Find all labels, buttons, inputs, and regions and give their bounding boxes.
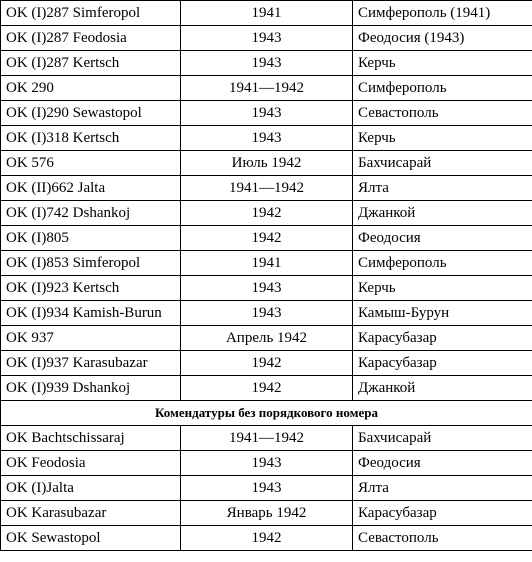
date-cell: 1943	[181, 276, 353, 301]
table-row	[1, 201, 532, 226]
date-cell: 1942	[181, 226, 353, 251]
date-cell: 1943	[181, 476, 353, 501]
table-row	[1, 351, 532, 376]
date-cell: 1941	[181, 251, 353, 276]
date-cell: 1943	[181, 126, 353, 151]
place-cell: Джанкой	[353, 376, 532, 401]
place-cell: Карасубазар	[353, 351, 532, 376]
section-heading-row	[1, 401, 532, 426]
table-row	[1, 451, 532, 476]
unit-cell: OK 937	[1, 326, 181, 351]
unit-cell: OK (I)290 Sewastopol	[1, 101, 181, 126]
unit-cell: OK Sewastopol	[1, 526, 181, 551]
place-cell: Ялта	[353, 476, 532, 501]
date-cell: 1942	[181, 201, 353, 226]
date-cell: 1941—1942	[181, 426, 353, 451]
date-cell: Апрель 1942	[181, 326, 353, 351]
place-cell: Севастополь	[353, 101, 532, 126]
date-cell: 1943	[181, 451, 353, 476]
date-cell: 1941—1942	[181, 76, 353, 101]
place-cell: Симферополь (1941)	[353, 1, 532, 26]
table-row	[1, 376, 532, 401]
table-row	[1, 276, 532, 301]
unit-cell: OK (I)287 Kertsch	[1, 51, 181, 76]
table-row	[1, 301, 532, 326]
unit-cell: OK (II)662 Jalta	[1, 176, 181, 201]
table-row	[1, 176, 532, 201]
table-row	[1, 251, 532, 276]
date-cell: Январь 1942	[181, 501, 353, 526]
place-cell: Камыш-Бурун	[353, 301, 532, 326]
table-row	[1, 151, 532, 176]
date-cell: 1942	[181, 351, 353, 376]
place-cell: Джанкой	[353, 201, 532, 226]
table-row	[1, 476, 532, 501]
date-cell: Июль 1942	[181, 151, 353, 176]
unit-cell: OK (I)287 Simferopol	[1, 1, 181, 26]
table-row	[1, 101, 532, 126]
table-row	[1, 126, 532, 151]
unit-cell: OK Feodosia	[1, 451, 181, 476]
place-cell: Карасубазар	[353, 326, 532, 351]
table-row	[1, 426, 532, 451]
unit-cell: OK Karasubazar	[1, 501, 181, 526]
unit-cell: OK (I)Jalta	[1, 476, 181, 501]
table-row	[1, 76, 532, 101]
date-cell: 1943	[181, 101, 353, 126]
table-row	[1, 51, 532, 76]
place-cell: Феодосия	[353, 226, 532, 251]
place-cell: Севастополь	[353, 526, 532, 551]
place-cell: Керчь	[353, 276, 532, 301]
table-row	[1, 26, 532, 51]
unit-cell: OK (I)853 Simferopol	[1, 251, 181, 276]
date-cell: 1942	[181, 526, 353, 551]
table-row	[1, 501, 532, 526]
date-cell: 1943	[181, 26, 353, 51]
table-body	[1, 1, 532, 551]
place-cell: Бахчисарай	[353, 151, 532, 176]
place-cell: Симферополь	[353, 76, 532, 101]
place-cell: Керчь	[353, 51, 532, 76]
unit-cell: OK (I)939 Dshankoj	[1, 376, 181, 401]
table-row	[1, 226, 532, 251]
section-heading: Комендатуры без порядкового номера	[1, 401, 532, 426]
date-cell: 1942	[181, 376, 353, 401]
unit-cell: OK 576	[1, 151, 181, 176]
unit-cell: OK Bachtschissaraj	[1, 426, 181, 451]
place-cell: Феодосия (1943)	[353, 26, 532, 51]
unit-cell: OK 290	[1, 76, 181, 101]
place-cell: Феодосия	[353, 451, 532, 476]
date-cell: 1941—1942	[181, 176, 353, 201]
unit-cell: OK (I)742 Dshankoj	[1, 201, 181, 226]
table-row	[1, 526, 532, 551]
date-cell: 1943	[181, 301, 353, 326]
unit-cell: OK (I)287 Feodosia	[1, 26, 181, 51]
unit-cell: OK (I)805	[1, 226, 181, 251]
place-cell: Симферополь	[353, 251, 532, 276]
date-cell: 1943	[181, 51, 353, 76]
unit-cell: OK (I)923 Kertsch	[1, 276, 181, 301]
place-cell: Керчь	[353, 126, 532, 151]
table-row	[1, 326, 532, 351]
table-row	[1, 1, 532, 26]
place-cell: Ялта	[353, 176, 532, 201]
place-cell: Бахчисарай	[353, 426, 532, 451]
place-cell: Карасубазар	[353, 501, 532, 526]
unit-cell: OK (I)937 Karasubazar	[1, 351, 181, 376]
unit-cell: OK (I)318 Kertsch	[1, 126, 181, 151]
unit-cell: OK (I)934 Kamish-Burun	[1, 301, 181, 326]
date-cell: 1941	[181, 1, 353, 26]
